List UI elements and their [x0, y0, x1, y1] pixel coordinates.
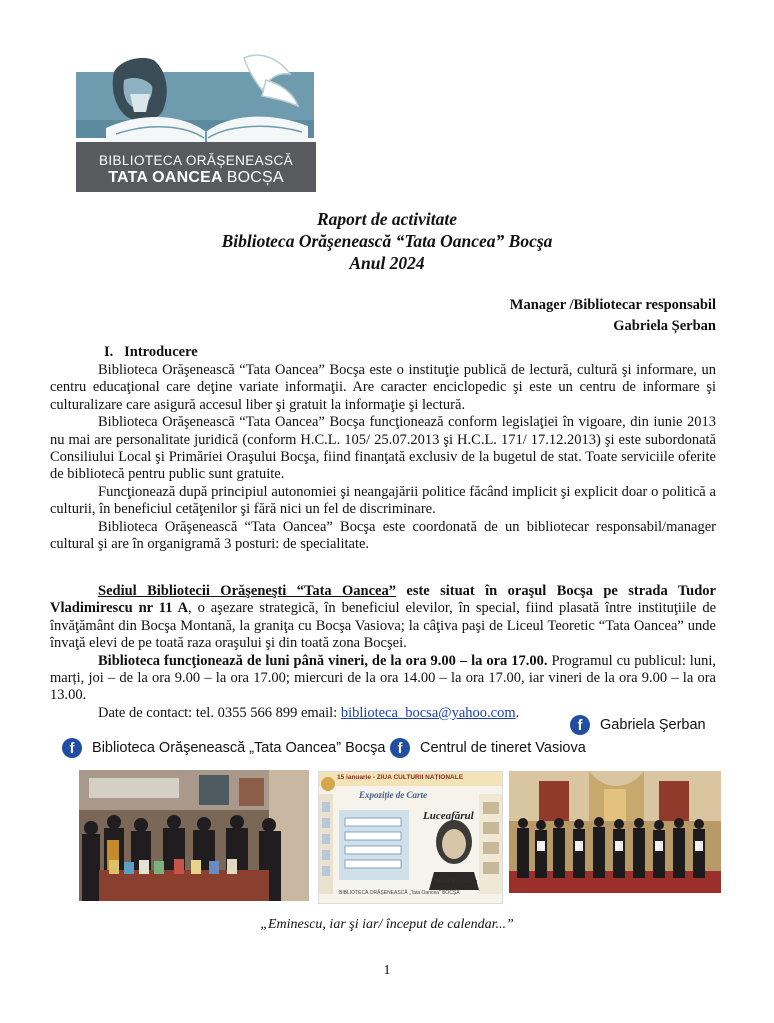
facebook-link-youth-center[interactable] — [390, 738, 586, 758]
paragraph-6 — [50, 653, 716, 705]
poster-title: Expoziție de Carte — [359, 790, 427, 800]
logo-text-line2 — [76, 169, 316, 187]
paragraph-3: Funcţionează după principiul autonomiei şi neangajării politice făcând implicit şi explicit doar o politică a culturii, în beneficiul cetăţenilor şi fără nici un fel de discriminare. — [50, 483, 716, 518]
photo-event-hall-image — [509, 771, 721, 893]
photo-exhibition-poster — [318, 771, 503, 904]
report-year: Anul 2024 — [349, 253, 425, 273]
page-number: 1 — [383, 963, 391, 978]
facebook-link-label: Gabriela Şerban — [600, 716, 706, 733]
schedule-bold: Biblioteca funcţionează de luni până vineri, de la ora 9.00 – la ora 17.00. — [98, 652, 548, 669]
manager-name: Gabriela Șerban — [613, 318, 716, 334]
facebook-link-label: Centrul de tineret Vasiova — [420, 739, 586, 756]
poster-luceafarul: Luceafărul — [423, 810, 474, 822]
intro-body — [50, 362, 716, 553]
contact-suffix: . — [515, 704, 520, 721]
facebook-icon: f — [390, 738, 410, 758]
paragraph-4: Biblioteca Orăşenească “Tata Oancea” Bocşa este coordonată de un bibliotecar responsabil/manager cultural şi are în organigramă 3 posturi: de specialitate. — [50, 518, 716, 553]
poster-footer: BIBLIOTECA ORĂȘENEASCĂ „Tata Oancea” BOCȘA — [339, 890, 460, 896]
paragraph-5 — [50, 583, 716, 653]
location-description: , o aşezare strategică, în beneficiul elevilor, în special, fiind plasată între instituţiile de învăţământ din Bocşa Montană, la graniţa cu Bocşa Vasiova; la câţiva paşi de Liceul Teoretic “Tata Oancea” unde învaţă elevi de pe toată raza oraşului şi din toată zona Bocşei. — [50, 600, 717, 652]
facebook-link-library[interactable] — [62, 738, 385, 758]
email-link[interactable]: biblioteca_bocsa@yahoo.com — [340, 704, 516, 721]
section-heading: I. Introducere — [104, 344, 198, 360]
library-name-title: Biblioteca Orăşenească “Tata Oancea” Bocşa — [221, 231, 553, 251]
paragraph-2: Biblioteca Orăşenească “Tata Oancea” Bocşa funcţionează conform legislaţiei în vigoare, din iunie 2013 nu mai are personalitate juridică (conform H.C.L. 105/ 25.07.2013 şi H.C.L. 171/ 17.12.2013) şi este subordonată Consiliului Local şi Primăriei Oraşului Bocşa, fiind finanţată exclusiv de la bugetul de stat. Toate serviciile oferite de bibliotecă pentru public sunt gratuite. — [50, 414, 716, 483]
photo-event-hall — [509, 771, 721, 893]
photo-caption: „Eminescu, iar şi iar/ început de calendar...” — [260, 917, 514, 932]
logo-text-light: BOCȘA — [226, 169, 284, 186]
logo-text-bold: TATA OANCEA — [108, 169, 223, 186]
poster-heading: 15 ianuarie - ZIUA CULTURII NAȚIONALE — [337, 774, 464, 781]
address-text: este situat în oraşul Bocşa pe strada Tudor Vladimirescu nr 11 A — [50, 583, 716, 617]
contact-prefix: Date de contact: tel. 0355 566 899 email: — [98, 704, 341, 721]
facebook-icon: f — [62, 738, 82, 758]
logo-text-line1: BIBLIOTECA ORĂȘENEASCĂ — [98, 153, 294, 168]
schedule-details: Programul cu publicul: luni, marți, joi – de la ora 9.00 – la ora 17.00; miercuri de la ora 14.00 – la ora 17.00, iar vineri de la ora 9.00 – la ora 13.00. — [50, 652, 716, 704]
facebook-link-label: Biblioteca Orăşenească „Tata Oancea” Bocşa — [92, 739, 386, 756]
library-logo — [76, 50, 316, 192]
photo-group-readers — [79, 770, 309, 901]
paragraph-1: Biblioteca Orăşenească “Tata Oancea” Bocşa este o instituţie publică de lectură, cultură şi informare, un centru educaţional care deţine variate informaţii. Are caracter enciclopedic şi este un centru de informare şi culturalizare care asigură accesul liber şi gratuit la informaţie şi lectură. — [50, 362, 716, 413]
location-body — [50, 583, 716, 722]
facebook-link-gabriela[interactable] — [570, 715, 706, 735]
headquarters-label: Sediul Bibliotecii Orăşeneşti “Tata Oancea” — [98, 583, 396, 599]
report-title: Raport de activitate — [317, 209, 457, 229]
photo-group-readers-image — [79, 770, 309, 901]
facebook-icon: f — [570, 715, 590, 735]
poster-author: Mihai Eminescu — [435, 878, 478, 885]
manager-role: Manager /Bibliotecar responsabil — [509, 297, 716, 313]
